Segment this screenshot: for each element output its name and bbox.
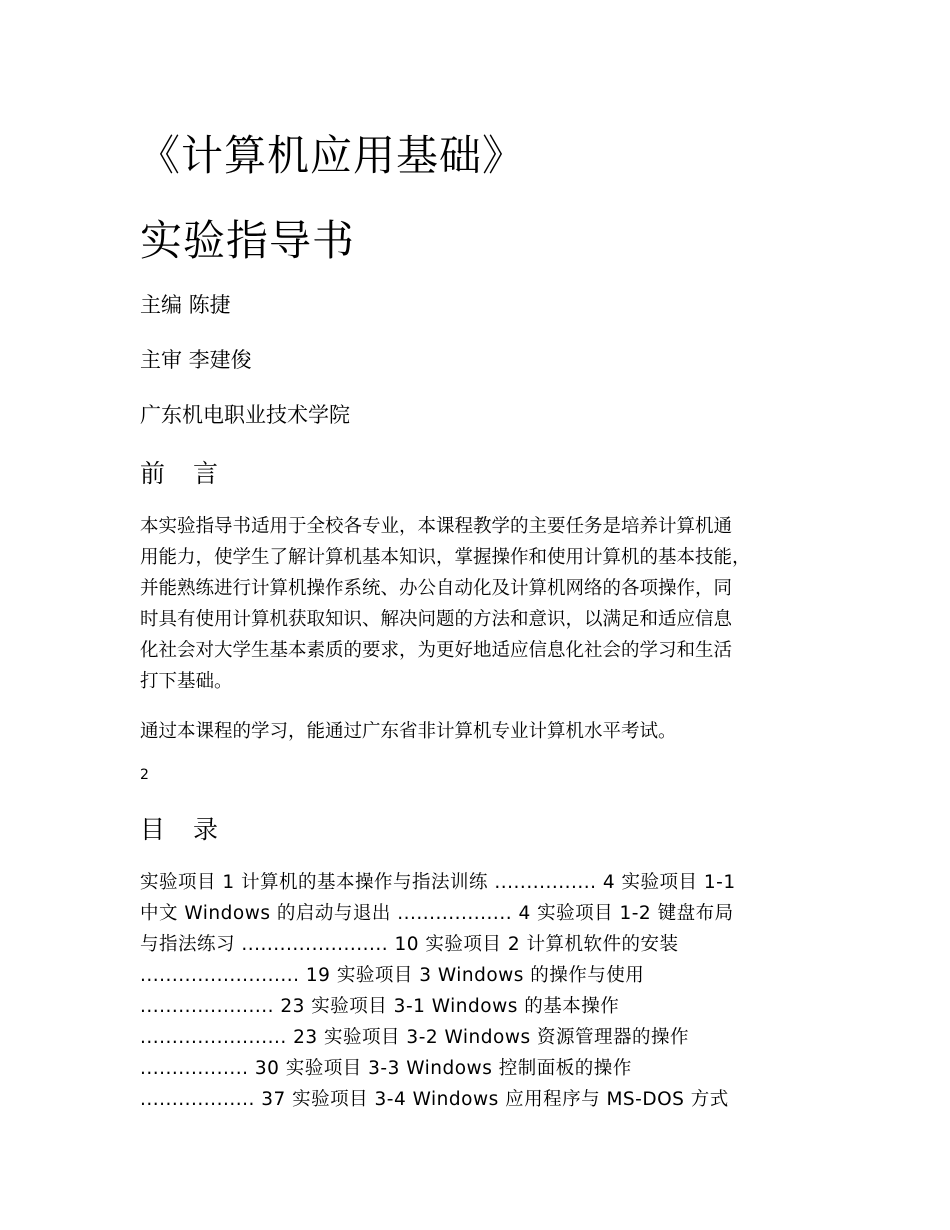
toc-line: ..................... 23 实验项目 3-1 Windows 的基本操作 — [140, 996, 620, 1017]
editor-line: 主编 陈捷 — [140, 293, 231, 317]
document-subtitle: 实验指导书 — [140, 216, 356, 265]
toc-line: ................. 30 实验项目 3-3 Windows 控制面板的操作 — [140, 1058, 632, 1079]
toc-heading: 目 录 — [140, 815, 228, 844]
toc-line: .................. 37 实验项目 3-4 Windows 应用程序与 MS-DOS 方式 — [140, 1089, 729, 1110]
preface-paragraph-line: 化社会对大学生基本素质的要求，为更好地适应信息化社会的学习和生活 — [140, 640, 733, 661]
preface-paragraph-line: 用能力，使学生了解计算机基本知识，掌握操作和使用计算机的基本技能， — [140, 547, 751, 568]
preface-paragraph-line: 并能熟练进行计算机操作系统、办公自动化及计算机网络的各项操作，同 — [140, 578, 733, 599]
reviewer-line: 主审 李建俊 — [140, 348, 252, 372]
preface-paragraph-line: 时具有使用计算机获取知识、解决问题的方法和意识，以满足和适应信息 — [140, 609, 733, 630]
preface-paragraph-line: 打下基础。 — [140, 671, 233, 692]
toc-line: 中文 Windows 的启动与退出 .................. 4 实验项目 1-2 键盘布局 — [140, 903, 734, 924]
toc-line: ....................... 23 实验项目 3-2 Windows 资源管理器的操作 — [140, 1027, 689, 1048]
preface-paragraph-line: 本实验指导书适用于全校各专业，本课程教学的主要任务是培养计算机通 — [140, 516, 733, 537]
school-line: 广东机电职业技术学院 — [140, 403, 350, 427]
toc-line: 实验项目 1 计算机的基本操作与指法训练 ................ 4 实验项目 1-1 — [140, 872, 736, 893]
page-number: 2 — [140, 767, 149, 783]
toc-line: 与指法练习 ....................... 10 实验项目 2 计算机软件的安装 — [140, 934, 679, 955]
toc-line: ......................... 19 实验项目 3 Windows 的操作与使用 — [140, 965, 645, 986]
preface-paragraph-2: 通过本课程的学习，能通过广东省非计算机专业计算机水平考试。 — [140, 721, 677, 742]
preface-heading: 前 言 — [140, 459, 228, 488]
document-title: 《计算机应用基础》 — [138, 131, 526, 180]
